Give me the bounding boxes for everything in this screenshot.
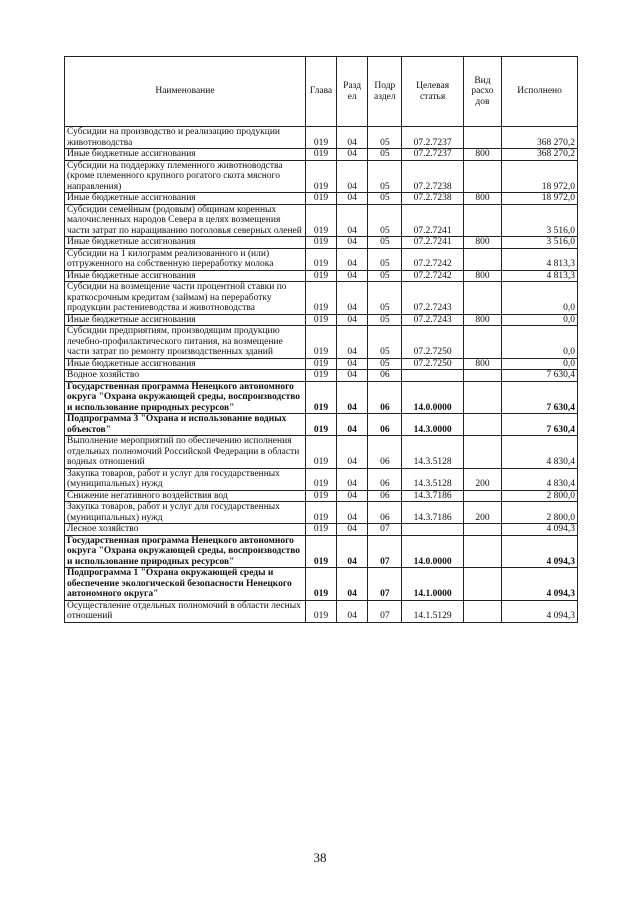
row-name-cell: Иные бюджетные ассигнования — [65, 193, 306, 205]
row-razdel-cell: 04 — [337, 160, 368, 193]
row-name-cell: Иные бюджетные ассигнования — [65, 270, 306, 282]
table-body — [65, 127, 578, 623]
table-row — [65, 127, 578, 149]
row-name-cell: Субсидии на 1 килограмм реализованного и (или) отгруженного на собственную переработку молока — [65, 248, 306, 270]
row-podrazdel-cell: 06 — [368, 490, 402, 502]
row-target-cell — [402, 524, 463, 536]
row-target-cell: 14.1.0000 — [402, 568, 463, 601]
row-razdel-cell: 04 — [337, 204, 368, 237]
table-row — [65, 468, 578, 490]
row-target-cell: 14.3.7186 — [402, 502, 463, 524]
row-vid-cell — [463, 436, 501, 469]
row-value-cell: 4 830,4 — [502, 468, 578, 490]
row-podrazdel-cell: 05 — [368, 358, 402, 370]
table-row — [65, 326, 578, 359]
budget-execution-table — [64, 56, 578, 623]
row-glava-cell: 019 — [305, 193, 336, 205]
header-target: Целевая статья — [402, 57, 463, 127]
row-vid-cell — [463, 370, 501, 382]
row-podrazdel-cell: 06 — [368, 381, 402, 414]
row-vid-cell — [463, 127, 501, 149]
row-value-cell: 7 630,4 — [502, 381, 578, 414]
row-value-cell: 4 830,4 — [502, 436, 578, 469]
row-podrazdel-cell: 07 — [368, 535, 402, 568]
row-target-cell — [402, 370, 463, 382]
row-vid-cell: 800 — [463, 314, 501, 326]
row-target-cell: 14.1.5129 — [402, 600, 463, 622]
row-target-cell: 07.2.7238 — [402, 193, 463, 205]
row-vid-cell — [463, 248, 501, 270]
row-vid-cell: 800 — [463, 358, 501, 370]
row-name-cell: Иные бюджетные ассигнования — [65, 149, 306, 161]
row-glava-cell: 019 — [305, 326, 336, 359]
row-target-cell: 07.2.7237 — [402, 149, 463, 161]
row-value-cell: 0,0 — [502, 326, 578, 359]
row-razdel-cell: 04 — [337, 381, 368, 414]
row-target-cell: 07.2.7242 — [402, 248, 463, 270]
row-value-cell: 7 630,4 — [502, 370, 578, 382]
row-vid-cell: 800 — [463, 270, 501, 282]
table-row — [65, 193, 578, 205]
row-value-cell: 368 270,2 — [502, 127, 578, 149]
row-glava-cell: 019 — [305, 568, 336, 601]
header-glava: Глава — [305, 57, 336, 127]
header-vid: Вид расхо дов — [463, 57, 501, 127]
row-vid-cell — [463, 414, 501, 436]
row-name-cell: Иные бюджетные ассигнования — [65, 237, 306, 249]
row-glava-cell: 019 — [305, 358, 336, 370]
row-target-cell: 07.2.7242 — [402, 270, 463, 282]
table-row — [65, 270, 578, 282]
row-glava-cell: 019 — [305, 524, 336, 536]
row-razdel-cell: 04 — [337, 314, 368, 326]
row-razdel-cell: 04 — [337, 237, 368, 249]
row-name-cell: Субсидии семейным (родовым) общинам коренных малочисленных народов Севера в целях возмещения части затрат по наращиванию поголовья северных оленей — [65, 204, 306, 237]
header-done: Исполнено — [502, 57, 578, 127]
row-razdel-cell: 04 — [337, 248, 368, 270]
row-glava-cell: 019 — [305, 381, 336, 414]
row-value-cell: 18 972,0 — [502, 160, 578, 193]
row-podrazdel-cell: 06 — [368, 436, 402, 469]
table-header-row — [65, 57, 578, 127]
table-row — [65, 160, 578, 193]
row-vid-cell — [463, 524, 501, 536]
row-target-cell: 07.2.7237 — [402, 127, 463, 149]
row-glava-cell: 019 — [305, 204, 336, 237]
row-podrazdel-cell: 05 — [368, 314, 402, 326]
table-row — [65, 358, 578, 370]
row-value-cell: 0,0 — [502, 358, 578, 370]
row-podrazdel-cell: 05 — [368, 237, 402, 249]
row-glava-cell: 019 — [305, 149, 336, 161]
page-number: 38 — [313, 850, 327, 865]
row-name-cell: Закупка товаров, работ и услуг для государственных (муниципальных) нужд — [65, 468, 306, 490]
row-glava-cell: 019 — [305, 248, 336, 270]
row-name-cell: Государственная программа Ненецкого автономного округа "Охрана окружающей среды, воспроизводство и использование природных ресурсов" — [65, 381, 306, 414]
row-value-cell: 18 972,0 — [502, 193, 578, 205]
row-target-cell: 07.2.7243 — [402, 282, 463, 315]
row-vid-cell — [463, 160, 501, 193]
table-row — [65, 436, 578, 469]
row-target-cell: 07.2.7250 — [402, 358, 463, 370]
header-razdel: Разд ел — [337, 57, 368, 127]
row-podrazdel-cell: 06 — [368, 414, 402, 436]
row-name-cell: Водное хозяйство — [65, 370, 306, 382]
row-podrazdel-cell: 05 — [368, 270, 402, 282]
row-razdel-cell: 04 — [337, 524, 368, 536]
row-vid-cell — [463, 490, 501, 502]
row-razdel-cell: 04 — [337, 600, 368, 622]
row-name-cell: Субсидии на возмещение части процентной ставки по краткосрочным кредитам (займам) на переработку продукции растениеводства и животноводства — [65, 282, 306, 315]
table-row — [65, 568, 578, 601]
row-podrazdel-cell: 06 — [368, 370, 402, 382]
row-name-cell: Иные бюджетные ассигнования — [65, 314, 306, 326]
row-glava-cell: 019 — [305, 160, 336, 193]
row-glava-cell: 019 — [305, 314, 336, 326]
table-row — [65, 490, 578, 502]
row-glava-cell: 019 — [305, 282, 336, 315]
table-row — [65, 282, 578, 315]
row-name-cell: Подпрограмма 3 "Охрана и использование водных объектов" — [65, 414, 306, 436]
row-razdel-cell: 04 — [337, 436, 368, 469]
row-glava-cell: 019 — [305, 535, 336, 568]
row-value-cell: 2 800,0 — [502, 490, 578, 502]
row-vid-cell: 800 — [463, 193, 501, 205]
row-value-cell: 4 094,3 — [502, 600, 578, 622]
row-podrazdel-cell: 07 — [368, 524, 402, 536]
row-name-cell: Закупка товаров, работ и услуг для государственных (муниципальных) нужд — [65, 502, 306, 524]
row-target-cell: 07.2.7241 — [402, 204, 463, 237]
table-row — [65, 370, 578, 382]
table-row — [65, 314, 578, 326]
row-name-cell: Государственная программа Ненецкого автономного округа "Охрана окружающей среды, воспроизводство и использование природных ресурсов" — [65, 535, 306, 568]
row-target-cell: 14.3.0000 — [402, 414, 463, 436]
row-glava-cell: 019 — [305, 490, 336, 502]
row-podrazdel-cell: 05 — [368, 160, 402, 193]
row-target-cell: 14.0.0000 — [402, 381, 463, 414]
table-row — [65, 535, 578, 568]
row-razdel-cell: 04 — [337, 535, 368, 568]
table-row — [65, 414, 578, 436]
table-row — [65, 237, 578, 249]
row-razdel-cell: 04 — [337, 414, 368, 436]
row-glava-cell: 019 — [305, 370, 336, 382]
row-name-cell: Осуществление отдельных полномочий в области лесных отношений — [65, 600, 306, 622]
row-podrazdel-cell: 06 — [368, 468, 402, 490]
row-glava-cell: 019 — [305, 270, 336, 282]
row-razdel-cell: 04 — [337, 326, 368, 359]
row-razdel-cell: 04 — [337, 270, 368, 282]
row-glava-cell: 019 — [305, 600, 336, 622]
table-row — [65, 600, 578, 622]
row-name-cell: Лесное хозяйство — [65, 524, 306, 536]
row-target-cell: 14.3.7186 — [402, 490, 463, 502]
row-razdel-cell: 04 — [337, 193, 368, 205]
row-razdel-cell: 04 — [337, 490, 368, 502]
row-value-cell: 7 630,4 — [502, 414, 578, 436]
row-podrazdel-cell: 05 — [368, 248, 402, 270]
row-podrazdel-cell: 07 — [368, 600, 402, 622]
row-glava-cell: 019 — [305, 237, 336, 249]
table-row — [65, 149, 578, 161]
row-value-cell: 2 800,0 — [502, 502, 578, 524]
row-name-cell: Субсидии на производство и реализацию продукции животноводства — [65, 127, 306, 149]
row-podrazdel-cell: 05 — [368, 127, 402, 149]
table-row — [65, 524, 578, 536]
row-glava-cell: 019 — [305, 436, 336, 469]
row-razdel-cell: 04 — [337, 568, 368, 601]
row-target-cell: 07.2.7241 — [402, 237, 463, 249]
row-podrazdel-cell: 05 — [368, 193, 402, 205]
row-value-cell: 368 270,2 — [502, 149, 578, 161]
table-row — [65, 381, 578, 414]
row-value-cell: 4 094,3 — [502, 535, 578, 568]
row-target-cell: 14.3.5128 — [402, 436, 463, 469]
row-name-cell: Выполнение мероприятий по обеспечению исполнения отдельных полномочий Российской Федерации в области водных отношений — [65, 436, 306, 469]
row-vid-cell — [463, 204, 501, 237]
table-row — [65, 502, 578, 524]
row-target-cell: 07.2.7238 — [402, 160, 463, 193]
row-value-cell: 3 516,0 — [502, 204, 578, 237]
row-glava-cell: 019 — [305, 468, 336, 490]
row-podrazdel-cell: 05 — [368, 149, 402, 161]
row-podrazdel-cell: 05 — [368, 282, 402, 315]
row-value-cell: 4 813,3 — [502, 270, 578, 282]
row-razdel-cell: 04 — [337, 127, 368, 149]
row-vid-cell — [463, 282, 501, 315]
row-vid-cell — [463, 535, 501, 568]
row-vid-cell — [463, 381, 501, 414]
row-glava-cell: 019 — [305, 502, 336, 524]
row-target-cell: 14.0.0000 — [402, 535, 463, 568]
row-razdel-cell: 04 — [337, 282, 368, 315]
row-razdel-cell: 04 — [337, 502, 368, 524]
row-vid-cell: 200 — [463, 502, 501, 524]
row-name-cell: Субсидии на поддержку племенного животноводства (кроме племенного крупного рогатого скота мясного направления) — [65, 160, 306, 193]
row-vid-cell — [463, 568, 501, 601]
header-podrazdel: Подр аздел — [368, 57, 402, 127]
row-glava-cell: 019 — [305, 127, 336, 149]
row-podrazdel-cell: 07 — [368, 568, 402, 601]
row-name-cell: Иные бюджетные ассигнования — [65, 358, 306, 370]
row-razdel-cell: 04 — [337, 149, 368, 161]
header-name: Наименование — [65, 57, 306, 127]
row-target-cell: 14.3.5128 — [402, 468, 463, 490]
row-value-cell: 0,0 — [502, 314, 578, 326]
row-value-cell: 4 094,3 — [502, 524, 578, 536]
row-name-cell: Снижение негативного воздействия вод — [65, 490, 306, 502]
table-row — [65, 248, 578, 270]
row-vid-cell: 800 — [463, 149, 501, 161]
row-vid-cell: 200 — [463, 468, 501, 490]
row-vid-cell — [463, 600, 501, 622]
row-podrazdel-cell: 05 — [368, 326, 402, 359]
row-vid-cell — [463, 326, 501, 359]
row-razdel-cell: 04 — [337, 358, 368, 370]
row-razdel-cell: 04 — [337, 468, 368, 490]
row-name-cell: Подпрограмма 1 "Охрана окружающей среды и обеспечение экологической безопасности Ненецкого автономного округа" — [65, 568, 306, 601]
table-row — [65, 204, 578, 237]
row-value-cell: 4 813,3 — [502, 248, 578, 270]
row-value-cell: 3 516,0 — [502, 237, 578, 249]
row-razdel-cell: 04 — [337, 370, 368, 382]
row-podrazdel-cell: 06 — [368, 502, 402, 524]
row-vid-cell: 800 — [463, 237, 501, 249]
row-value-cell: 0,0 — [502, 282, 578, 315]
row-value-cell: 4 094,3 — [502, 568, 578, 601]
row-podrazdel-cell: 05 — [368, 204, 402, 237]
row-target-cell: 07.2.7243 — [402, 314, 463, 326]
row-glava-cell: 019 — [305, 414, 336, 436]
row-name-cell: Субсидии предприятиям, производящим продукцию лечебно-профилактического питания, на возмещение части затрат по ремонту производственных зданий — [65, 326, 306, 359]
row-target-cell: 07.2.7250 — [402, 326, 463, 359]
